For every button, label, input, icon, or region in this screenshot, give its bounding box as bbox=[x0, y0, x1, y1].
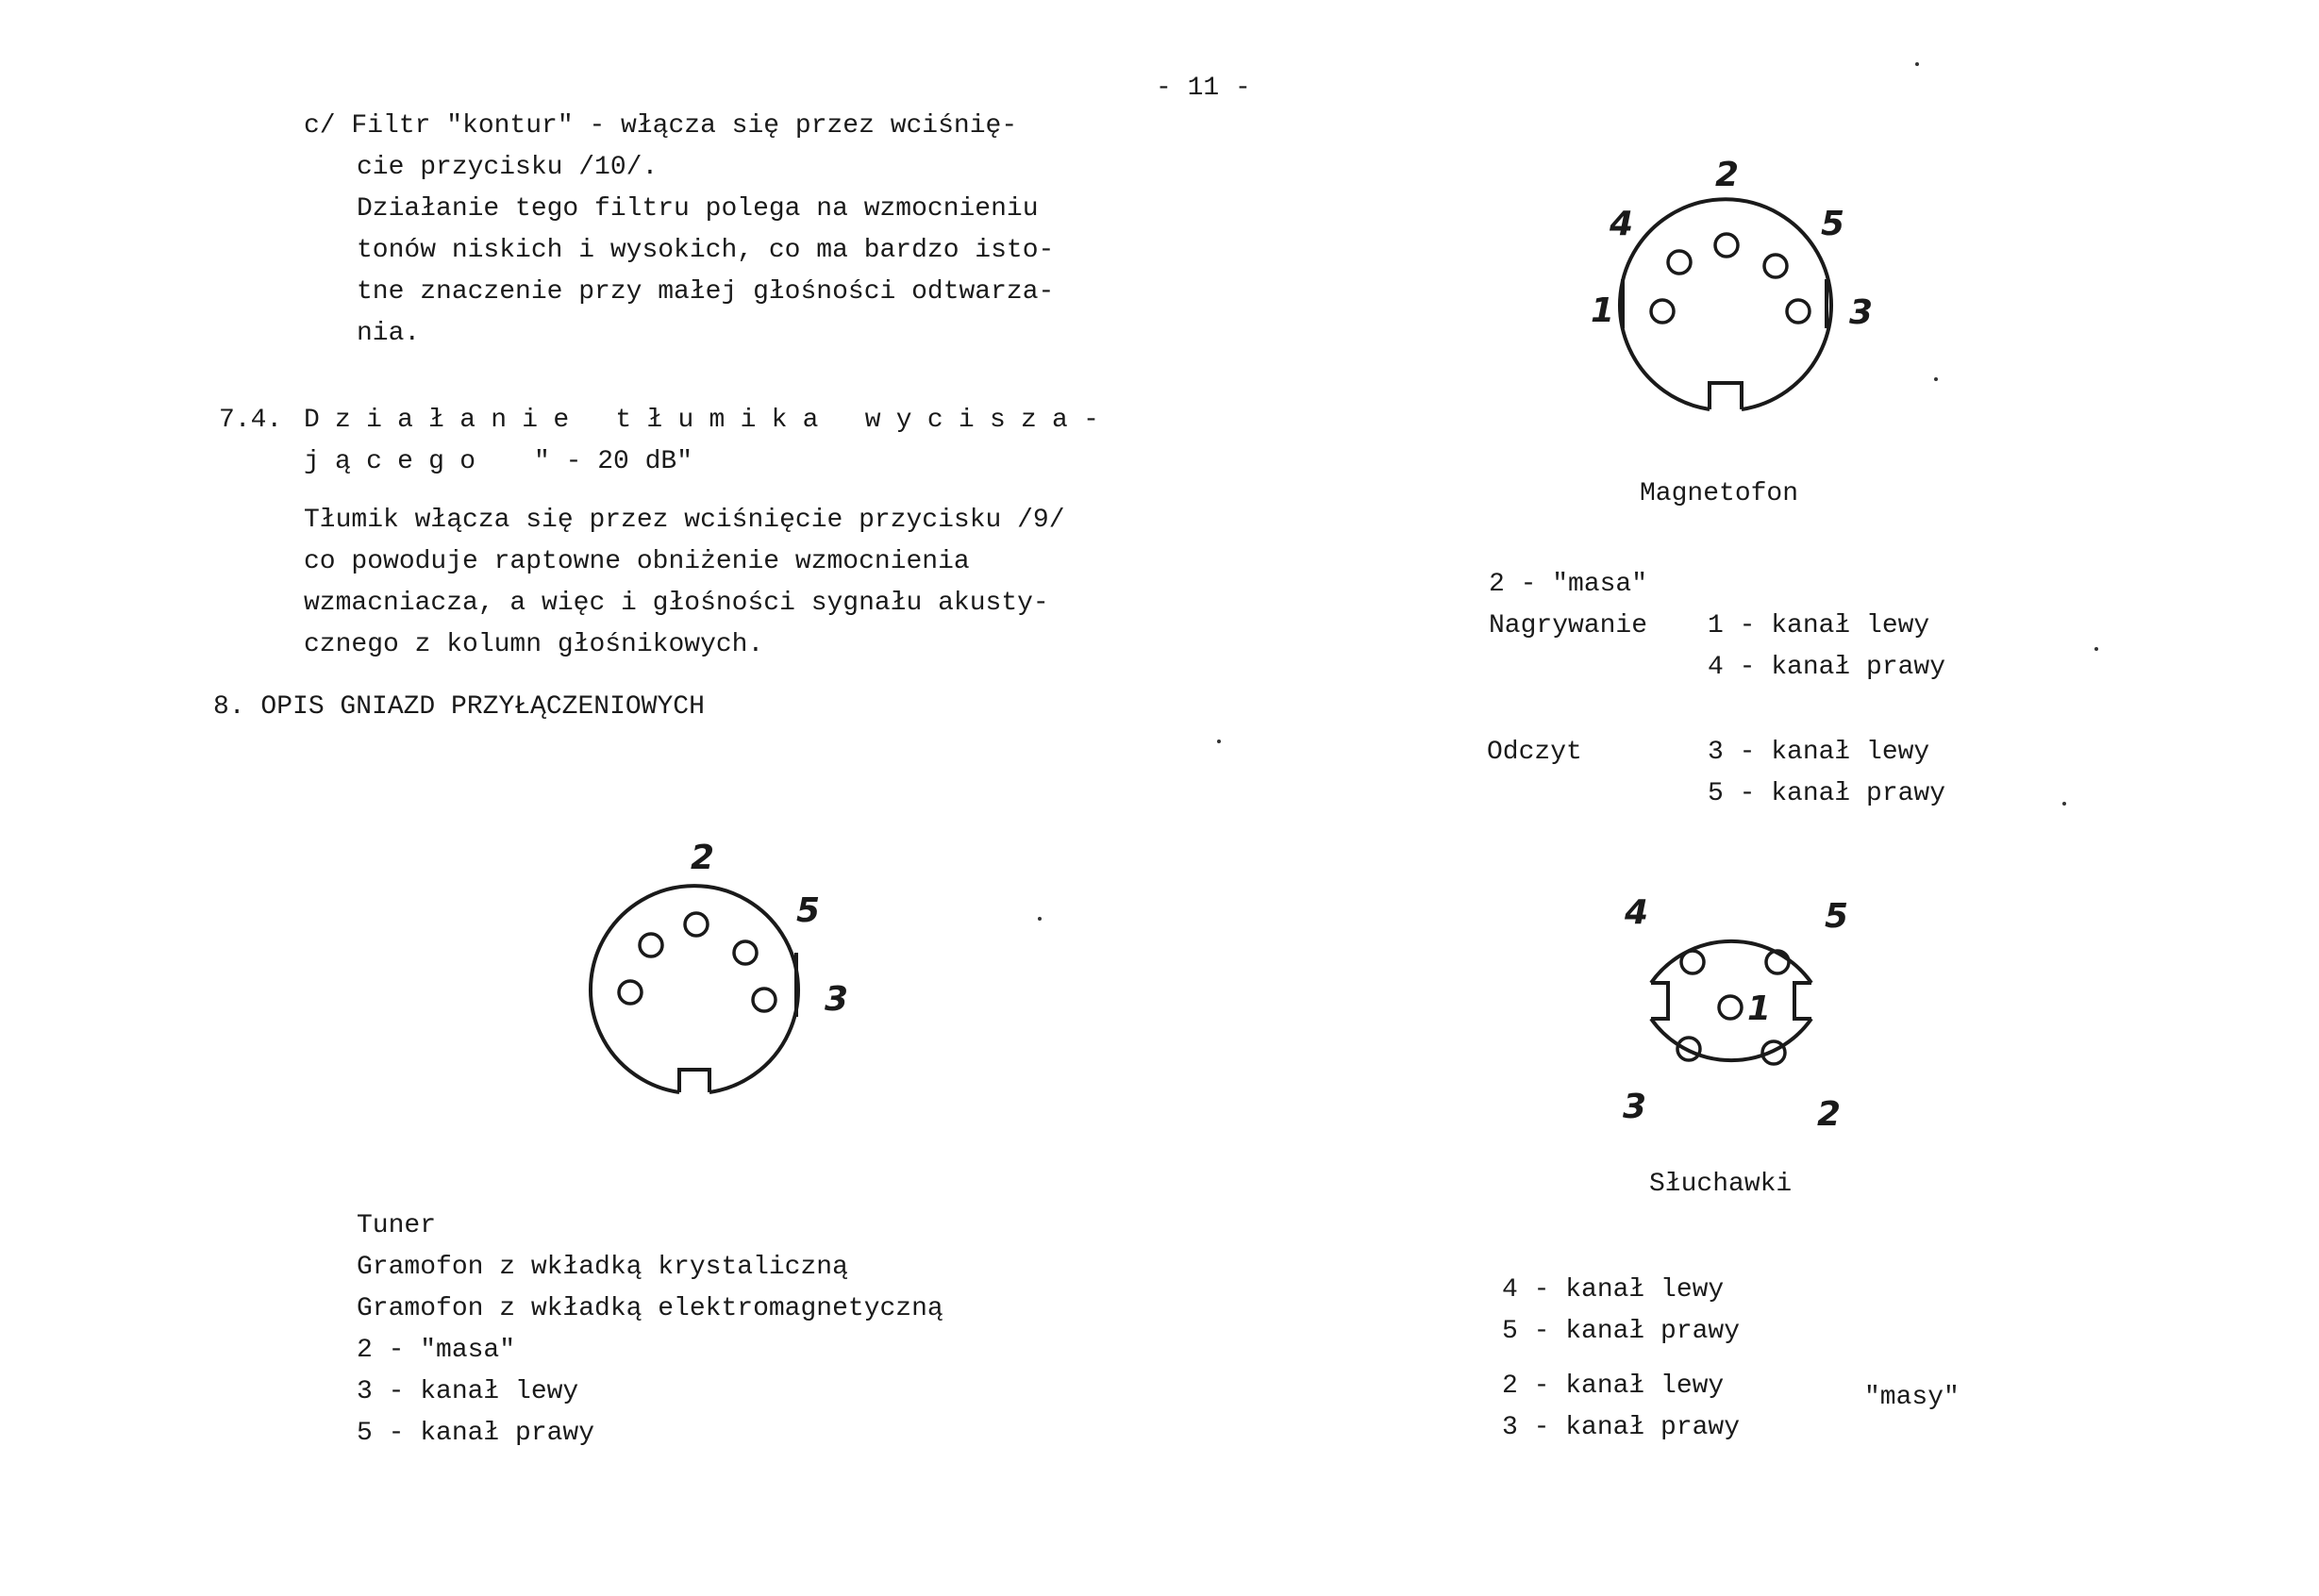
pin-label: 4 bbox=[1610, 205, 1634, 243]
pin-label: 3 bbox=[1623, 1088, 1647, 1126]
scan-speck bbox=[2062, 802, 2066, 806]
section-title-continued: jącego bbox=[304, 447, 492, 476]
pin-label: 5 bbox=[1825, 897, 1849, 936]
scan-speck bbox=[1915, 62, 1919, 66]
section-body-line: Tłumik włącza się przez wciśnięcie przycisku /9/ bbox=[304, 506, 1065, 535]
page-number: - 11 - bbox=[1156, 74, 1251, 103]
section-body-line: cznego z kolumn głośnikowych. bbox=[304, 630, 764, 659]
section-body-line: co powoduje raptowne obniżenie wzmocnienia bbox=[304, 547, 970, 576]
pin-description: 5 - kanał prawy bbox=[1502, 1317, 1741, 1346]
section-title-suffix: " - 20 dB" bbox=[534, 447, 693, 476]
pin-label: 2 bbox=[691, 839, 715, 877]
section-body-line: wzmacniacza, a więc i głośności sygnału akusty- bbox=[304, 589, 1049, 618]
din-socket-5pin-icon bbox=[1604, 177, 1849, 423]
section-8-heading: 8. OPIS GNIAZD PRZYŁĄCZENIOWYCH bbox=[213, 692, 705, 722]
pin-description: 3 - kanał lewy bbox=[357, 1377, 579, 1406]
sluchawki-caption: Słuchawki bbox=[1649, 1170, 1793, 1199]
item-c-line: Działanie tego filtru polega na wzmocnieniu bbox=[357, 194, 1039, 224]
pin-description: 2 - "masa" bbox=[357, 1336, 516, 1365]
caption-line: Gramofon z wkładką krystaliczną bbox=[357, 1253, 848, 1282]
play-label: Odczyt bbox=[1487, 738, 1582, 767]
record-label: Nagrywanie bbox=[1489, 611, 1648, 640]
pin-label: 3 bbox=[1849, 293, 1874, 332]
scan-speck bbox=[2094, 647, 2098, 651]
ground-line: 2 - "masa" bbox=[1489, 570, 1648, 599]
pin-description: 5 - kanał prawy bbox=[357, 1419, 595, 1448]
item-c-line: c/ Filtr "kontur" - włącza się przez wciśnię- bbox=[304, 111, 1018, 141]
caption-line: Tuner bbox=[357, 1211, 437, 1240]
section-title: Działanie tłumika wycisza- bbox=[304, 406, 1115, 435]
pin-description: 1 - kanał lewy bbox=[1708, 611, 1930, 640]
ground-note: "masy" bbox=[1864, 1383, 1960, 1412]
pin-label: 5 bbox=[1821, 205, 1845, 243]
pin-label: 2 bbox=[1715, 156, 1740, 194]
pin-description: 3 - kanał lewy bbox=[1708, 738, 1930, 767]
item-c-line: tne znaczenie przy małej głośności odtwarza- bbox=[357, 277, 1055, 307]
section-number: 7.4. bbox=[219, 406, 283, 435]
pin-description: 5 - kanał prawy bbox=[1708, 779, 1946, 808]
scan-speck bbox=[1038, 917, 1042, 921]
pin-description: 4 - kanał prawy bbox=[1708, 653, 1946, 682]
scan-speck bbox=[1934, 377, 1938, 381]
pin-label: 3 bbox=[825, 980, 849, 1019]
pin-description: 4 - kanał lewy bbox=[1502, 1275, 1725, 1305]
caption-line: Gramofon z wkładką elektromagnetyczną bbox=[357, 1294, 943, 1323]
scan-speck bbox=[1217, 740, 1221, 743]
pin-label: 2 bbox=[1817, 1095, 1842, 1134]
pin-description: 2 - kanał lewy bbox=[1502, 1372, 1725, 1401]
item-c-line: tonów niskich i wysokich, co ma bardzo isto- bbox=[357, 236, 1055, 265]
din-socket-headphone-icon bbox=[1623, 893, 1840, 1124]
item-c-line: cie przycisku /10/. bbox=[357, 153, 659, 182]
din-socket-5pin-icon bbox=[566, 877, 830, 1122]
pin-label: 5 bbox=[796, 891, 821, 930]
pin-label: 4 bbox=[1625, 893, 1649, 932]
magnetofon-caption: Magnetofon bbox=[1640, 479, 1799, 508]
pin-label: 1 bbox=[1747, 989, 1772, 1028]
pin-description: 3 - kanał prawy bbox=[1502, 1413, 1741, 1442]
pin-label: 1 bbox=[1591, 291, 1615, 330]
item-c-line: nia. bbox=[357, 319, 421, 348]
